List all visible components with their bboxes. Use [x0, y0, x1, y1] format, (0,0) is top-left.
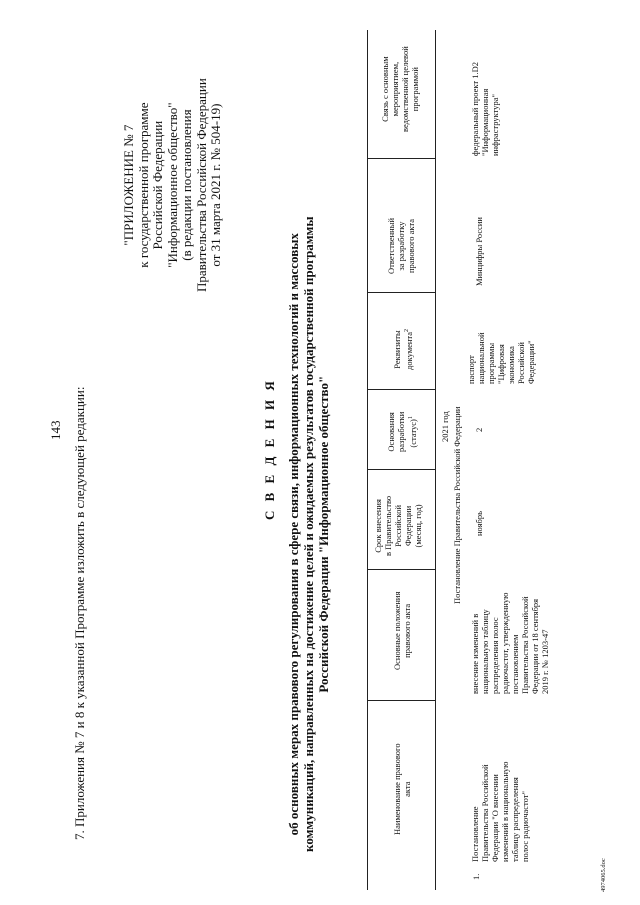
- subtitle-line: об основных мерах правового регулирования в сфере связи, информационных технологий и массовых: [286, 233, 301, 836]
- appendix-line: "Информационное общество": [164, 102, 180, 268]
- appendix-line: Правительства Российской Федерации: [193, 78, 209, 292]
- header-details: Реквизиты документа$^2$: [392, 328, 414, 370]
- page-number: 143: [48, 420, 63, 440]
- cell-provisions: внесение изменений в национальную таблицу распределения полос радиочастот, утвержденную постановлением Правительства Российской Федерации от 18 сентября 2019 г. № 1203-47: [470, 592, 550, 694]
- subtitle-line: Российской Федерации "Информационное общество": [316, 375, 331, 693]
- column-divider: [367, 292, 435, 293]
- cell-responsible: Минцифры России: [474, 217, 484, 286]
- group-year: 2021 год: [440, 411, 450, 442]
- column-divider: [367, 700, 435, 701]
- column-divider: [367, 389, 435, 390]
- header-basis: Основания разработки (статус)$^1$: [386, 411, 418, 452]
- document-subtitle: [286, 216, 331, 852]
- cell-details: паспорт национальной программы "Цифровая экономика Российской Федерации": [466, 332, 536, 384]
- subtitle-line: коммуникаций, направленных на достижение целей и ожидаемых результатов государственной программы: [301, 216, 316, 852]
- cell-deadline: ноябрь: [474, 511, 484, 536]
- appendix-line: от 31 марта 2021 г. № 504-19): [208, 103, 223, 267]
- header-responsible: Ответственный за разработку правового акта: [386, 218, 416, 274]
- footer-filename: 4974065.doc: [600, 858, 607, 892]
- appendix-line: Российской Федерации: [150, 120, 165, 250]
- header-provisions: Основные положения правового акта: [392, 591, 412, 670]
- intro-text: 7. Приложения № 7 и 8 к указанной Программе изложить в следующей редакции:: [72, 386, 87, 840]
- cell-name: Постановление Правительства Российской Федерации "О внесении изменений в национальную таблицу распределения полос радиочастот": [470, 761, 530, 862]
- appendix-line: "ПРИЛОЖЕНИЕ № 7: [121, 124, 136, 246]
- cell-link: федеральный проект 1.D2 "Информационная инфраструктура": [470, 62, 500, 156]
- appendix-block: [122, 78, 224, 292]
- table-header-rule: [435, 30, 436, 890]
- column-divider: [367, 569, 435, 570]
- table-top-rule: [367, 30, 368, 890]
- column-divider: [367, 158, 435, 159]
- group-type: Постановление Правительства Российской Федерации: [452, 406, 462, 604]
- row-number: 1.: [471, 873, 481, 880]
- appendix-line: к государственной программе: [135, 102, 151, 268]
- document-title: С В Е Д Е Н И Я: [262, 378, 277, 520]
- cell-basis: 2: [474, 427, 484, 432]
- header-deadline: Срок внесения в Правительство Российской Федерации (месяц, год): [373, 495, 423, 556]
- appendix-line: (в редакции постановления: [179, 109, 194, 261]
- column-divider: [367, 469, 435, 470]
- header-link: Связь с основным мероприятием, ведомственной целевой программой: [380, 46, 420, 132]
- header-name: Наименование правового акта: [392, 743, 412, 835]
